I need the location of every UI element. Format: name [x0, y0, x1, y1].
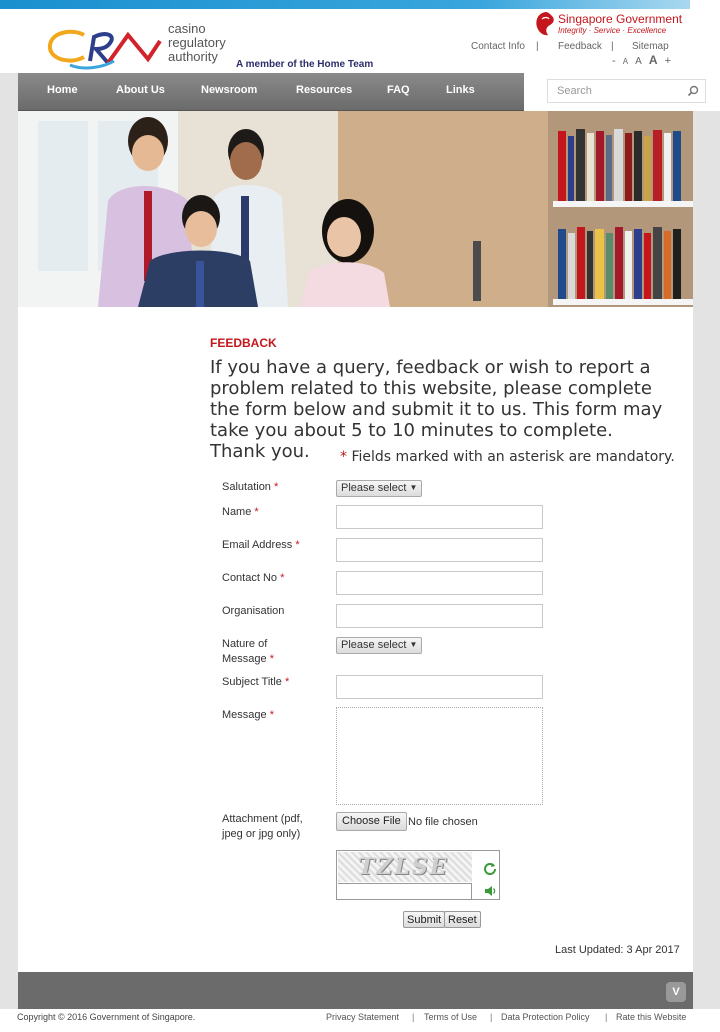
divider: | [611, 41, 614, 52]
scroll-top-button[interactable]: V [666, 982, 686, 1002]
required-asterisk: * [280, 572, 285, 584]
sitemap-link[interactable]: Sitemap [632, 41, 669, 52]
required-asterisk: * [274, 481, 279, 493]
font-small-button[interactable]: A [622, 57, 629, 66]
data-protection-link[interactable]: Data Protection Policy [501, 1012, 590, 1022]
subject-field[interactable] [336, 675, 543, 699]
singapore-government-logo[interactable] [534, 11, 684, 39]
organisation-field[interactable] [336, 604, 543, 628]
hero-banner-image [18, 111, 693, 307]
mandatory-note-text: Fields marked with an asterisk are mandatory. [351, 449, 675, 465]
label-text: Nature of Message [222, 638, 268, 665]
footer-bar [18, 972, 693, 1009]
intro-text: If you have a query, feedback or wish to report a problem related to this website, please complete the form below and submit it to us. This form may take you about 5 to 10 minutes to complete. Thank you. [210, 357, 663, 462]
contact-info-link[interactable]: Contact Info [471, 41, 525, 52]
rate-website-link[interactable]: Rate this Website [616, 1012, 687, 1022]
speaker-icon[interactable] [483, 884, 497, 898]
top-strip-end [690, 0, 720, 9]
divider: | [536, 41, 539, 52]
nav-item-home[interactable]: Home [47, 84, 78, 96]
mandatory-note [340, 449, 675, 465]
label-text: Contact No [222, 572, 278, 584]
dropdown-arrow-icon: ▼ [409, 640, 418, 649]
captcha-text: TZLSE [358, 854, 449, 880]
name-field[interactable] [336, 505, 543, 529]
footer-right-margin [693, 972, 720, 1009]
label-text: Name [222, 506, 252, 518]
message-label [222, 708, 332, 723]
subject-label [222, 675, 332, 690]
required-asterisk: * [269, 709, 274, 721]
font-large-button[interactable]: A [648, 53, 658, 67]
required-asterisk: * [269, 653, 274, 665]
logo-line: casino [168, 21, 206, 36]
search-button[interactable] [682, 79, 706, 103]
required-asterisk: * [254, 506, 259, 518]
font-size-controls [612, 53, 675, 67]
dropdown-arrow-icon: ▼ [409, 483, 418, 492]
nature-select[interactable] [336, 637, 422, 654]
contact-label [222, 571, 332, 586]
salutation-select[interactable] [336, 480, 422, 497]
attachment-label: Attachment (pdf, jpeg or jpg only) [222, 813, 303, 840]
nature-label [222, 637, 292, 667]
section-label: FEEDBACK [210, 336, 277, 350]
logo-line: regulatory [168, 35, 226, 50]
main-content [18, 307, 693, 972]
logo-line: authority [168, 49, 218, 64]
select-value: Please select [341, 639, 407, 651]
terms-of-use-link[interactable]: Terms of Use [424, 1012, 478, 1022]
divider: | [412, 1012, 415, 1022]
font-medium-button[interactable]: A [635, 56, 642, 67]
required-asterisk: * [284, 676, 290, 688]
label-text: Email Address [222, 539, 293, 551]
required-asterisk: * [295, 539, 300, 551]
organisation-label: Organisation [222, 605, 285, 617]
sg-gov-tagline: Integrity · Service · Excellence [558, 26, 667, 35]
sg-gov-title: Singapore Government [558, 12, 683, 26]
nav-item-about-us[interactable]: About Us [116, 84, 165, 96]
top-color-strip [0, 0, 690, 9]
captcha-image [338, 852, 472, 882]
nav-item-newsroom[interactable]: Newsroom [201, 84, 258, 96]
main-nav [18, 73, 524, 111]
font-decrease-button[interactable]: - [612, 55, 616, 67]
file-status: No file chosen [408, 816, 478, 828]
privacy-statement-link[interactable]: Privacy Statement [326, 1012, 400, 1022]
search-area [524, 73, 720, 111]
lion-head-icon [534, 11, 556, 37]
logo-text [168, 22, 226, 64]
contact-field[interactable] [336, 571, 543, 595]
font-increase-button[interactable]: + [664, 55, 672, 67]
search-icon [687, 85, 699, 97]
copyright: Copyright © 2016 Government of Singapore. [17, 1012, 196, 1022]
site-header [0, 9, 720, 73]
submit-button[interactable]: Submit [403, 911, 445, 928]
nav-item-links[interactable]: Links [446, 84, 475, 96]
last-updated: Last Updated: 3 Apr 2017 [555, 944, 680, 956]
captcha-box [336, 850, 500, 900]
label-text: Subject Title [222, 676, 282, 688]
nav-item-resources[interactable]: Resources [296, 84, 353, 96]
name-label [222, 505, 332, 520]
cra-logo-icon[interactable] [44, 21, 174, 73]
select-value: Please select [341, 482, 407, 494]
divider: | [490, 1012, 493, 1022]
right-margin [693, 111, 720, 972]
asterisk: * [340, 449, 347, 465]
email-label [222, 538, 332, 553]
nav-item-faq[interactable]: FAQ [387, 84, 410, 96]
label-text: Message [222, 709, 267, 721]
captcha-input[interactable] [338, 883, 472, 899]
message-textarea[interactable] [336, 707, 543, 805]
banner-photo [18, 111, 693, 307]
footer [0, 1009, 720, 1032]
search-input[interactable] [547, 79, 683, 103]
feedback-link[interactable]: Feedback [558, 41, 602, 52]
home-team-tagline: A member of the Home Team [236, 59, 374, 70]
email-field[interactable] [336, 538, 543, 562]
label-text: Salutation [222, 481, 271, 493]
salutation-label [222, 480, 332, 495]
divider: | [605, 1012, 608, 1022]
reset-button[interactable]: Reset [444, 911, 481, 928]
refresh-icon[interactable] [483, 861, 497, 875]
choose-file-button[interactable]: Choose File [336, 812, 407, 831]
